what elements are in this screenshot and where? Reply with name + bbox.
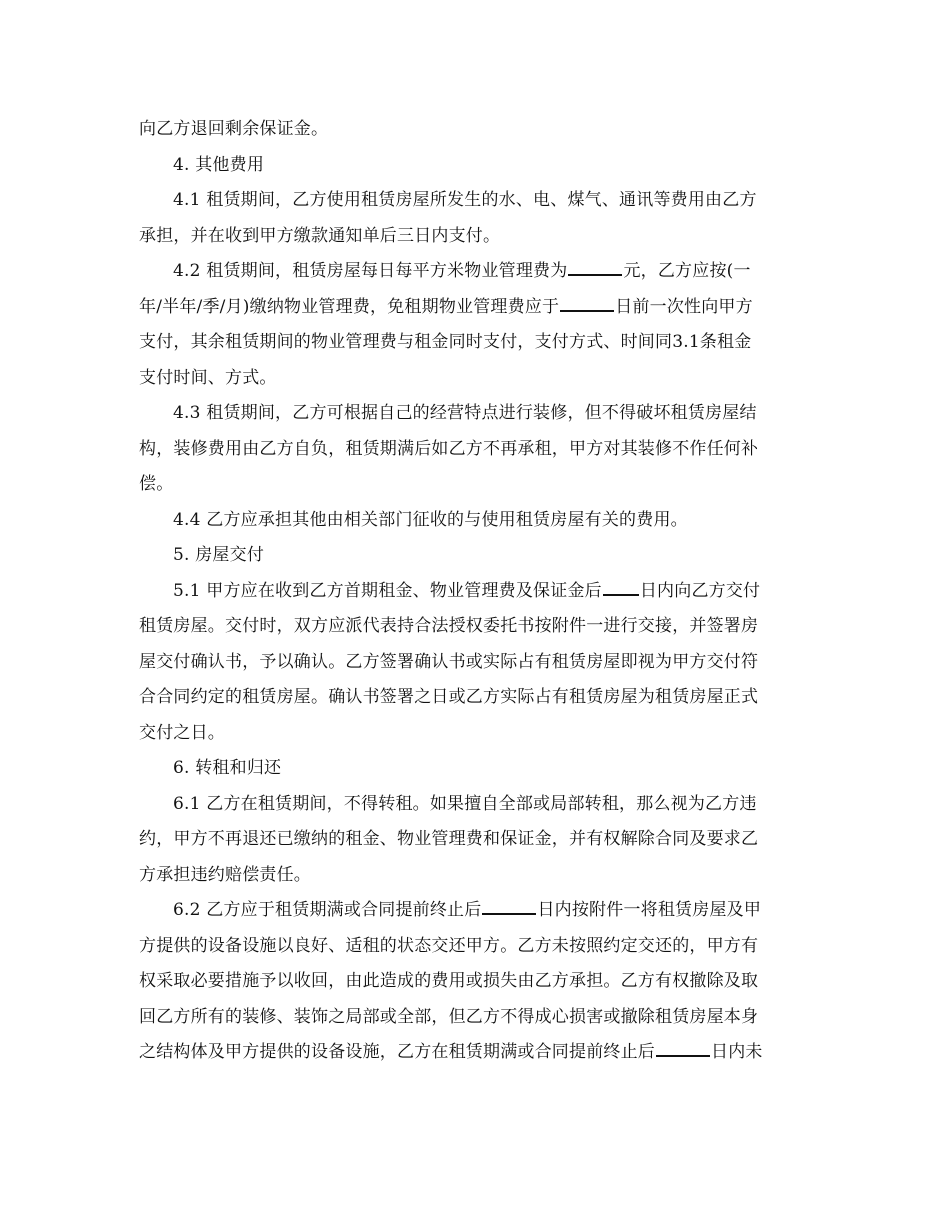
text-line [139, 645, 811, 681]
text-line [139, 787, 811, 823]
text-line [139, 503, 811, 539]
text-line [139, 751, 811, 787]
text-line [139, 574, 811, 610]
line-text: 支付时间、方式。 [139, 367, 277, 388]
line-text-before-blank: 5.1 甲方应在收到乙方首期租金、物业管理费及保证金后 [173, 580, 602, 601]
fill-in-blank [603, 580, 639, 596]
line-text-after-blank: 日内按附件一将租赁房屋及甲 [537, 900, 762, 920]
line-text: 承担，并在收到甲方缴款通知单后三日内支付。 [139, 225, 501, 246]
text-line [139, 680, 811, 716]
text-line [139, 609, 811, 645]
line-text: 构，装修费用由乙方自负，租赁期满后如乙方不再承租，甲方对其装修不作任何补 [139, 438, 759, 459]
line-text-after-blank: 日内未 [711, 1042, 763, 1062]
line-text-before-blank: 年/半年/季/月)缴纳物业管理费，免租期物业管理费应于 [139, 296, 560, 317]
text-line [139, 538, 811, 574]
line-text: 方提供的设备设施以良好、适租的状态交还甲方。乙方未按照约定交还的，甲方有 [139, 935, 759, 956]
text-line [139, 112, 811, 148]
text-line [139, 929, 811, 965]
text-line [139, 290, 811, 326]
line-text: 租赁房屋。交付时，双方应派代表持合法授权委托书按附件一进行交接，并签署房 [139, 616, 759, 636]
line-text: 4.3 租赁期间，乙方可根据自己的经营特点进行装修，但不得破坏租赁房屋结 [173, 403, 757, 423]
line-text-before-blank: 6.2 乙方应于租赁期满或合同提前终止后 [173, 900, 482, 920]
text-line [139, 219, 811, 255]
line-text: 合合同约定的租赁房屋。确认书签署之日或乙方实际占有租赁房屋为租赁房屋正式 [139, 687, 759, 707]
line-text: 6. 转租和归还 [173, 758, 282, 778]
line-text: 方承担违约赔偿责任。 [139, 864, 311, 885]
text-line [139, 361, 811, 397]
fill-in-blank [482, 899, 536, 915]
line-text-before-blank: 4.2 租赁期间，租赁房屋每日每平方米物业管理费为 [173, 261, 568, 281]
text-line [139, 964, 811, 1000]
line-text-after-blank: 日前一次性向甲方 [615, 296, 753, 317]
text-line [139, 893, 811, 929]
fill-in-blank [560, 296, 614, 312]
text-line [139, 183, 811, 219]
text-line [139, 822, 811, 858]
line-text: 权采取必要措施予以收回，由此造成的费用或损失由乙方承担。乙方有权撤除及取 [139, 971, 759, 991]
line-text: 4. 其他费用 [173, 154, 265, 175]
document-body [139, 112, 811, 1071]
text-line [139, 325, 811, 361]
text-line [139, 254, 811, 290]
line-text: 6.1 乙方在租赁期间，不得转租。如果擅自全部或局部转租，那么视为乙方违 [173, 793, 757, 814]
line-text: 约，甲方不再退还已缴纳的租金、物业管理费和保证金，并有权解除合同及要求乙 [139, 829, 759, 849]
text-line [139, 432, 811, 468]
line-text: 回乙方所有的装修、装饰之局部或全部，但乙方不得成心损害或撤除租赁房屋本身 [139, 1006, 759, 1027]
line-text-after-blank: 日内向乙方交付 [639, 580, 761, 601]
line-text: 偿。 [139, 474, 174, 494]
text-line [139, 1035, 811, 1071]
text-line [139, 1000, 811, 1036]
line-text: 4.4 乙方应承担其他由相关部门征收的与使用租赁房屋有关的费用。 [173, 509, 688, 530]
text-line [139, 148, 811, 184]
text-line [139, 716, 811, 752]
line-text: 5. 房屋交付 [173, 545, 265, 565]
fill-in-blank [568, 260, 622, 276]
line-text: 4.1 租赁期间，乙方使用租赁房屋所发生的水、电、煤气、通讯等费用由乙方 [173, 190, 757, 210]
line-text: 屋交付确认书，予以确认。乙方签署确认书或实际占有租赁房屋即视为甲方交付符 [139, 651, 759, 672]
line-text: 交付之日。 [139, 722, 225, 743]
line-text-after-blank: 元，乙方应按(一 [623, 261, 751, 281]
line-text-before-blank: 之结构体及甲方提供的设备设施，乙方在租赁期满或合同提前终止后 [139, 1042, 655, 1062]
line-text: 支付，其余租赁期间的物业管理费与租金同时支付，支付方式、时间同3.1条租金 [139, 332, 752, 352]
text-line [139, 467, 811, 503]
line-text: 向乙方退回剩余保证金。 [139, 119, 329, 139]
text-line [139, 858, 811, 894]
text-line [139, 396, 811, 432]
fill-in-blank [656, 1041, 710, 1057]
